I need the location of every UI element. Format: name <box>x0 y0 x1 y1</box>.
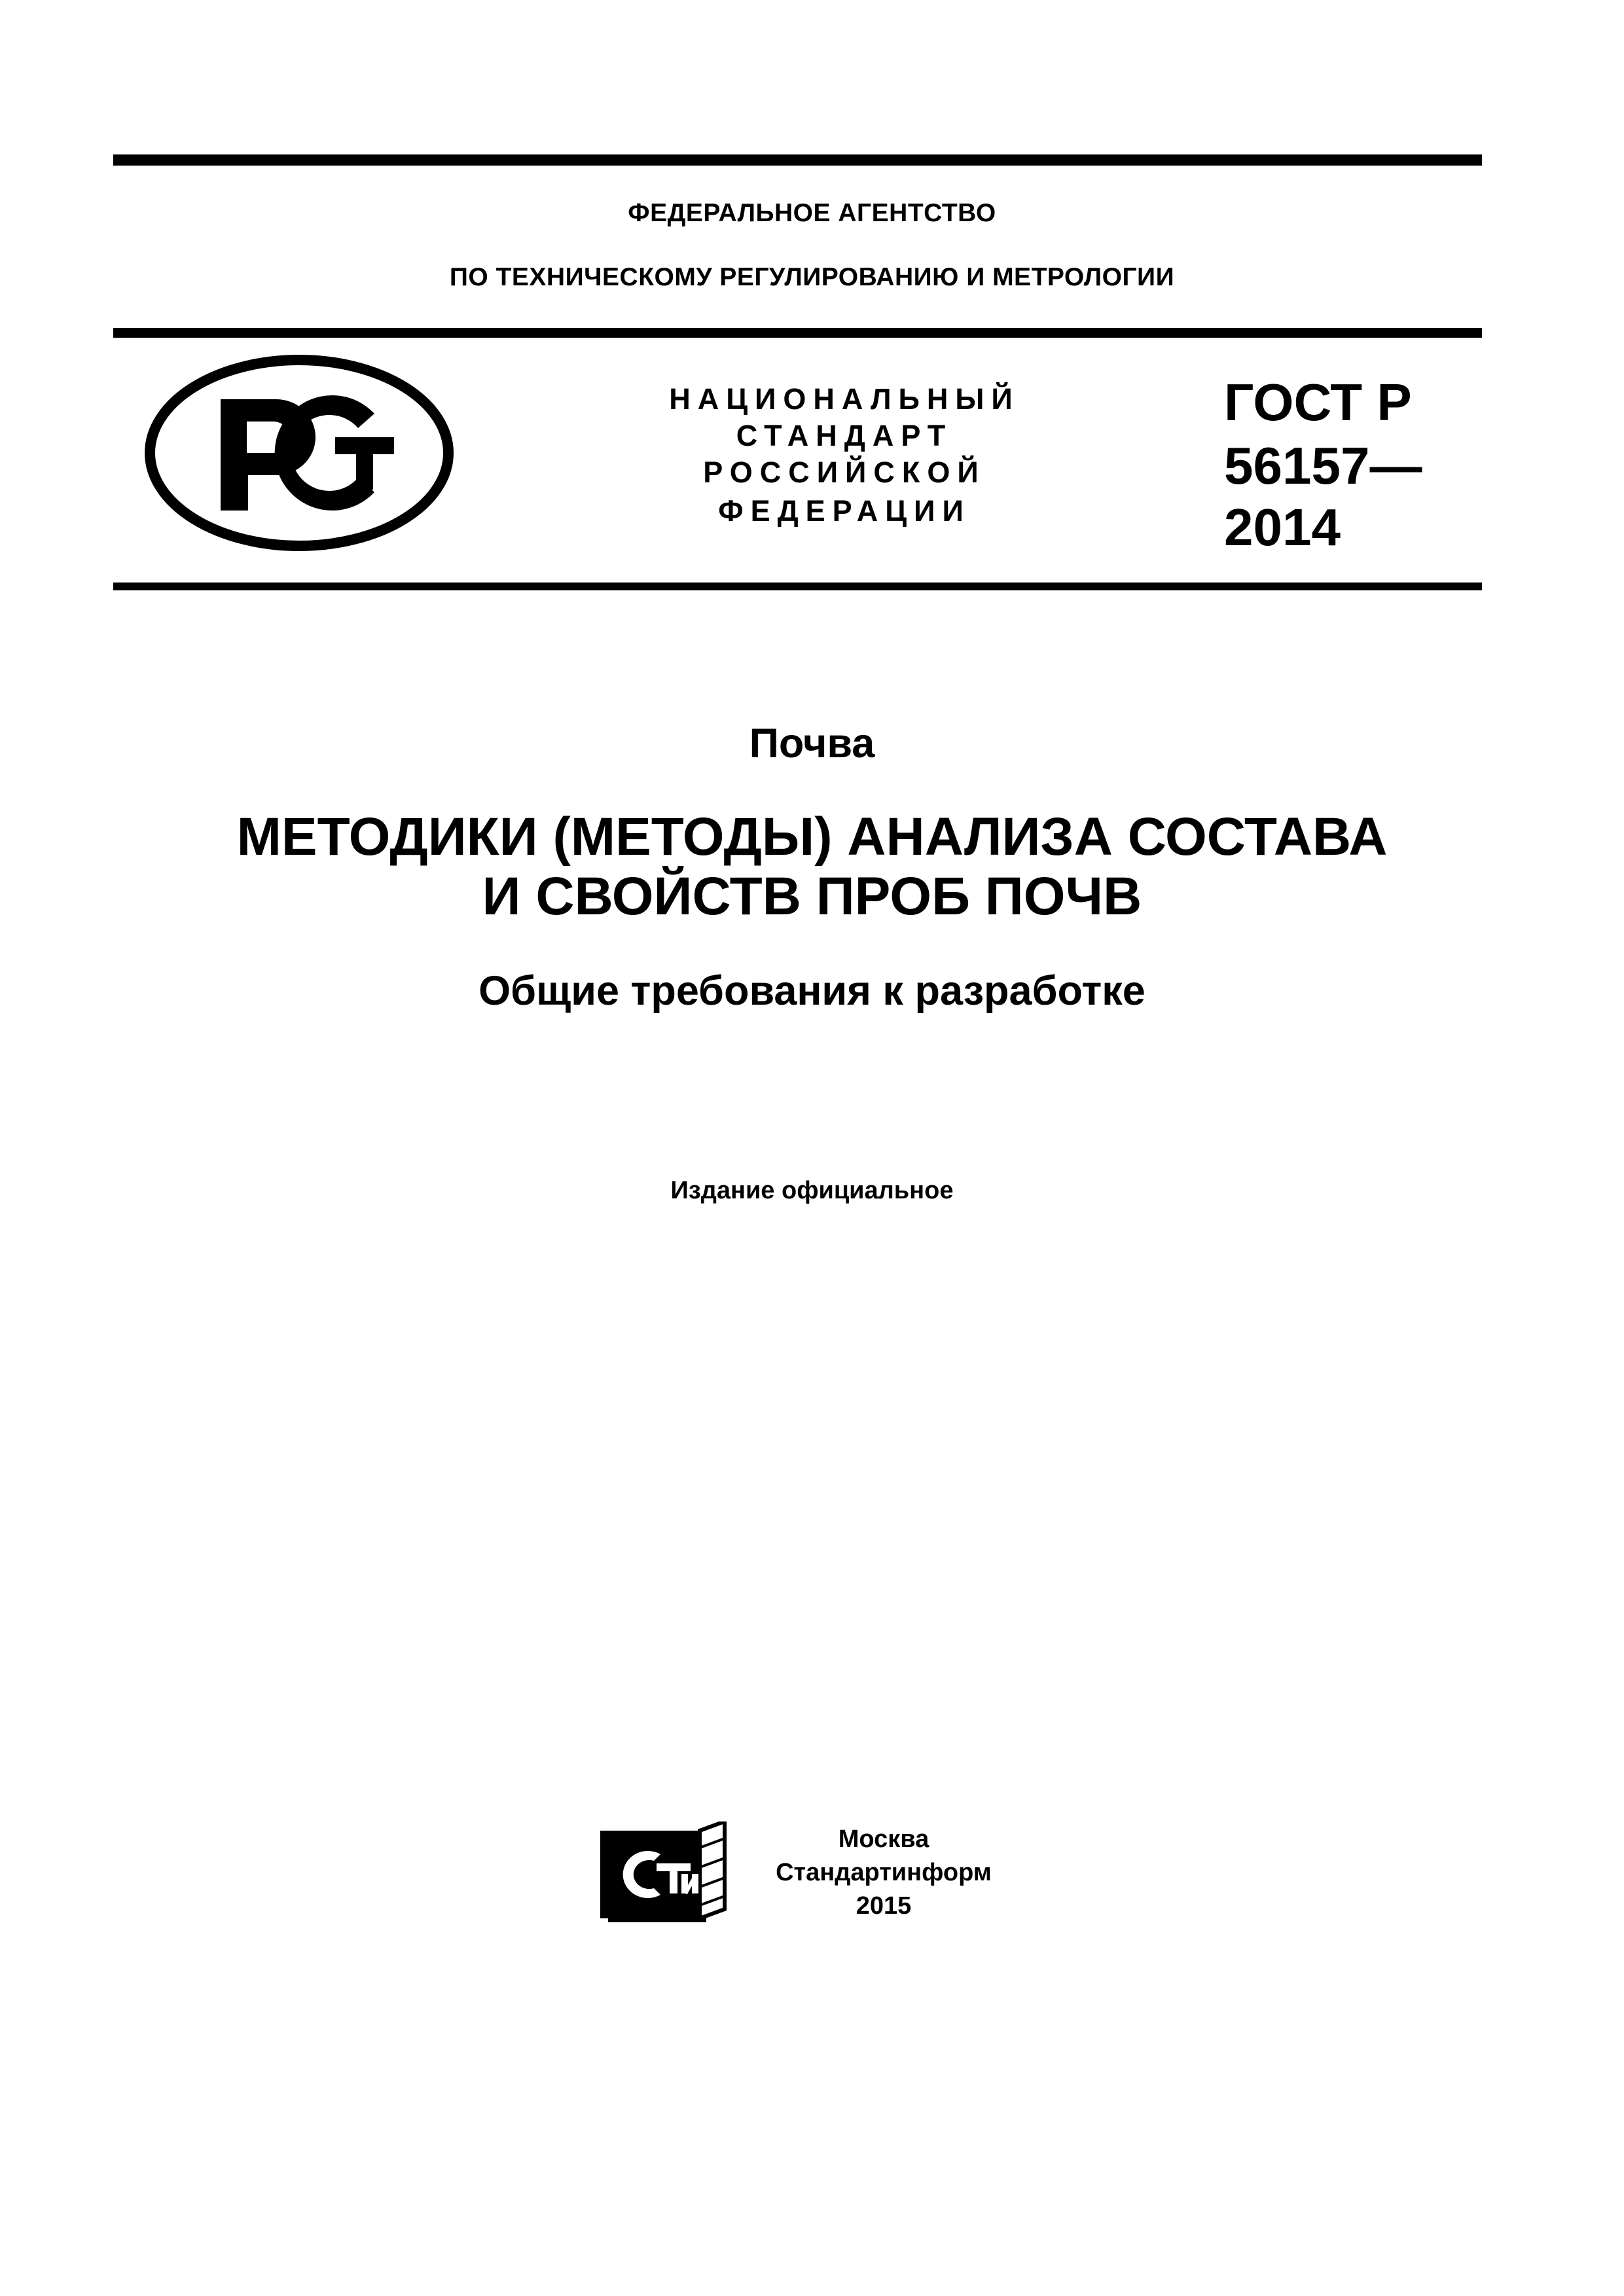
gost-designation-line-3: 2014 <box>1224 498 1341 556</box>
rst-gost-logo-icon <box>142 353 456 553</box>
publication-year: 2015 <box>856 1892 912 1920</box>
document-subtitle: Общие требования к разработке <box>478 968 1146 1014</box>
document-title-line-1: МЕТОДИКИ (МЕТОДЫ) АНАЛИЗА СОСТАВА <box>236 807 1388 867</box>
agency-name-line-2: ПО ТЕХНИЧЕСКОМУ РЕГУЛИРОВАНИЮ И МЕТРОЛОГИИ <box>449 263 1175 291</box>
document-title-line-2: И СВОЙСТВ ПРОБ ПОЧВ <box>482 867 1142 926</box>
gost-designation-line-1: ГОСТ Р <box>1224 373 1412 431</box>
top-rule <box>113 154 1482 166</box>
national-standard-line-2: СТАНДАРТ <box>736 419 953 452</box>
national-standard-line-1: НАЦИОНАЛЬНЫЙ <box>669 382 1020 416</box>
document-subject: Почва <box>749 721 875 766</box>
gost-designation-line-2: 56157— <box>1224 437 1422 495</box>
agency-name-line-1: ФЕДЕРАЛЬНОЕ АГЕНТСТВО <box>628 199 996 227</box>
national-standard-line-3: РОССИЙСКОЙ <box>703 456 986 489</box>
edition-note: Издание официальное <box>670 1177 954 1204</box>
standartinform-logo-icon <box>600 1821 729 1922</box>
publisher-name: Стандартинформ <box>776 1859 992 1886</box>
publisher-city: Москва <box>838 1825 929 1853</box>
national-standard-line-4: ФЕДЕРАЦИИ <box>718 494 971 528</box>
standard-block-top-rule <box>113 328 1482 338</box>
standard-block-bottom-rule <box>113 583 1482 590</box>
